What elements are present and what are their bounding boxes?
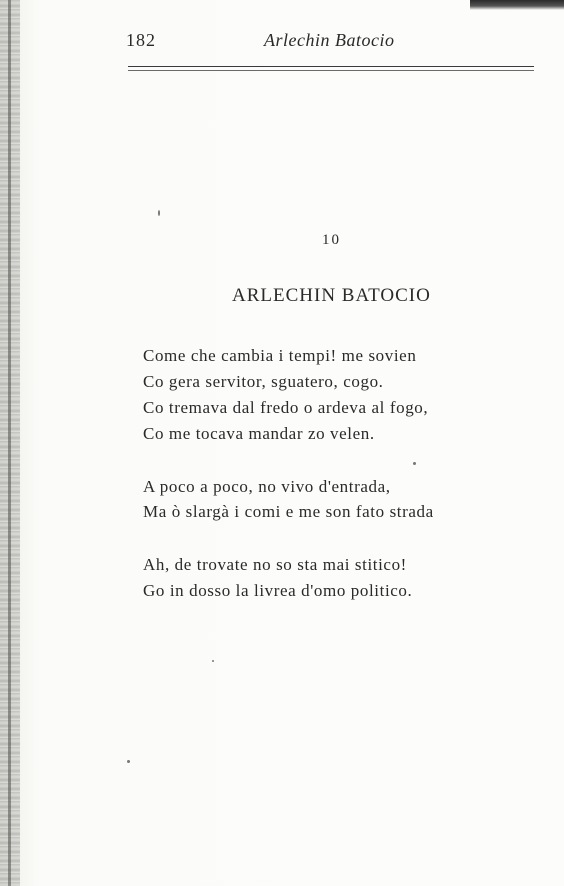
poem-title: ARLECHIN BATOCIO — [232, 285, 431, 306]
verse-line: Co gera servitor, sguatero, cogo. — [143, 372, 384, 391]
running-title: Arlechin Batocio — [264, 30, 395, 50]
page-top-shadow — [470, 0, 564, 10]
header-rule — [128, 66, 534, 71]
page-number: 182 — [126, 30, 156, 50]
poem-number: 10 — [322, 232, 341, 248]
verse-line: Ah, de trovate no so sta mai stitico! — [143, 555, 407, 574]
verse-line: Co me tocava mandar zo velen. — [143, 424, 375, 443]
verse-line: A poco a poco, no vivo d'entrada, — [143, 477, 391, 496]
paper-speck — [158, 210, 160, 216]
binding-line — [8, 0, 11, 886]
paper-speck — [212, 660, 214, 662]
verse-line: Co tremava dal fredo o ardeva al fogo, — [143, 398, 429, 417]
verse-line: Go in dosso la livrea d'omo politico. — [143, 581, 413, 600]
verse-line: Come che cambia i tempi! me sovien — [143, 346, 417, 365]
running-head — [126, 30, 536, 60]
verse-line: Ma ò slargà i comi e me son fato strada — [143, 502, 434, 521]
paper-speck — [127, 760, 130, 763]
paper-speck — [413, 462, 416, 465]
